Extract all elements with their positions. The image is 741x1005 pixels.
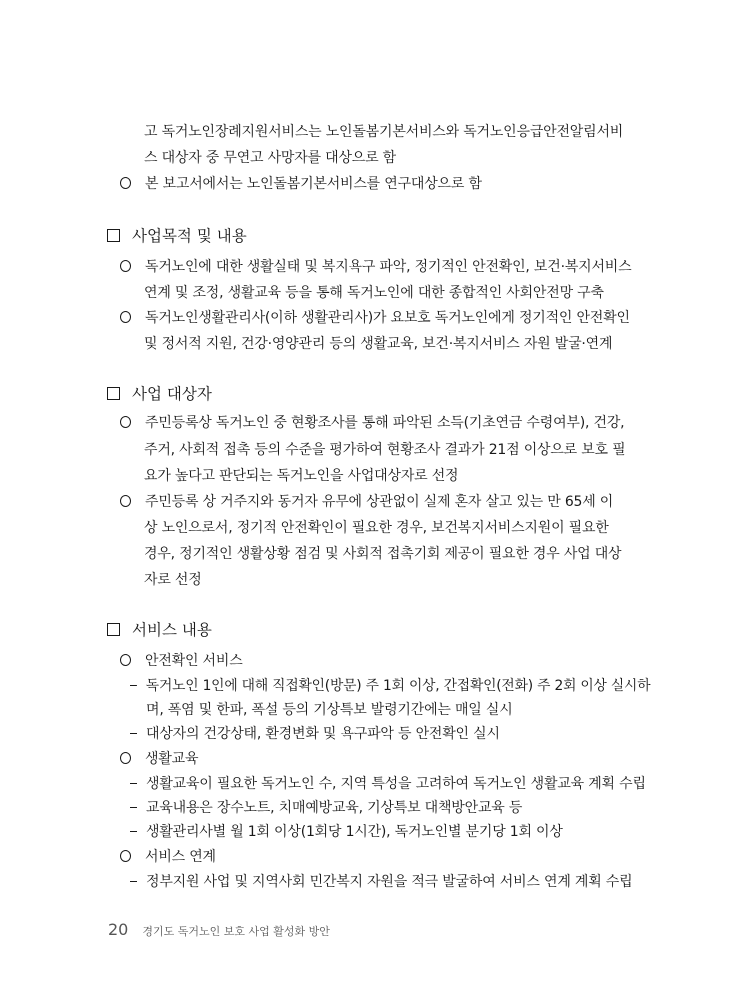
list-item-continuation: 상 노인으로서, 정기적 안전확인이 필요한 경우, 보건복지서비스지원이 필요한 bbox=[144, 520, 609, 536]
subsection-label: 서비스 연계 bbox=[145, 849, 216, 865]
section-heading-purpose bbox=[107, 224, 247, 248]
circle-bullet-icon bbox=[120, 654, 131, 666]
dash-bullet-icon bbox=[130, 881, 137, 882]
section-heading-services bbox=[107, 618, 212, 642]
list-item-continuation: 및 정서적 지원, 건강·영양관리 등의 생활교육, 보건·복지서비스 자원 발굴·연계 bbox=[144, 336, 613, 352]
list-item-text: 독거노인생활관리사(이하 생활관리사)가 요보호 독거노인에게 정기적인 안전확인 bbox=[145, 310, 630, 326]
dash-item bbox=[130, 797, 522, 819]
dash-item-text: 독거노인 1인에 대해 직접확인(방문) 주 1회 이상, 간접확인(전화) 주 2회 이상 실시하 bbox=[145, 678, 651, 694]
list-item bbox=[120, 412, 624, 434]
dash-item-text: 생활교육이 필요한 독거노인 수, 지역 특성을 고려하여 독거노인 생활교육 계획 수립 bbox=[146, 776, 646, 792]
list-item-continuation: 주거, 사회적 접촉 등의 수준을 평가하여 현황조사 결과가 21점 이상으로 보호 필 bbox=[144, 442, 626, 458]
circle-bullet-icon bbox=[120, 177, 131, 189]
dash-bullet-icon bbox=[130, 807, 137, 808]
intro-line-1: 고 독거노인장례지원서비스는 노인돌봄기본서비스와 독거노인응급안전알림서비 bbox=[144, 124, 624, 140]
square-bullet-icon bbox=[107, 387, 120, 400]
list-item bbox=[120, 307, 630, 329]
square-bullet-icon bbox=[107, 623, 120, 636]
dash-item bbox=[130, 773, 646, 795]
dash-item-continuation: 며, 폭염 및 한파, 폭설 등의 기상특보 발령기간에는 매일 실시 bbox=[146, 702, 513, 718]
dash-item bbox=[130, 675, 650, 697]
circle-bullet-icon bbox=[120, 416, 131, 428]
list-item-text: 독거노인에 대한 생활실태 및 복지욕구 파악, 정기적인 안전확인, 보건·복지서비스 bbox=[145, 259, 632, 275]
dash-item-text: 교육내용은 장수노트, 치매예방교육, 기상특보 대책방안교육 등 bbox=[146, 800, 523, 816]
subsection-linkage bbox=[120, 846, 216, 868]
section-title: 사업목적 및 내용 bbox=[132, 227, 247, 245]
dash-bullet-icon bbox=[130, 783, 137, 784]
dash-item-text: 대상자의 건강상태, 환경변화 및 욕구파악 등 안전확인 실시 bbox=[146, 726, 500, 742]
list-item-text: 주민등록 상 거주지와 동거자 유무에 상관없이 실제 혼자 살고 있는 만 65세 이 bbox=[145, 494, 614, 510]
list-item bbox=[120, 491, 613, 513]
intro-bullet bbox=[120, 173, 482, 195]
circle-bullet-icon bbox=[120, 752, 131, 764]
dash-item bbox=[130, 821, 563, 843]
section-title: 사업 대상자 bbox=[132, 385, 212, 403]
circle-bullet-icon bbox=[120, 850, 131, 862]
circle-bullet-icon bbox=[120, 260, 131, 272]
section-heading-target bbox=[107, 382, 212, 406]
list-item-continuation: 경우, 정기적인 생활상황 점검 및 사회적 접촉기회 제공이 필요한 경우 사업 대상 bbox=[144, 546, 622, 562]
subsection-label: 생활교육 bbox=[145, 751, 199, 767]
subsection-education bbox=[120, 748, 198, 770]
intro-bullet-text: 본 보고서에서는 노인돌봄기본서비스를 연구대상으로 함 bbox=[145, 176, 482, 192]
circle-bullet-icon bbox=[120, 311, 131, 323]
page-footer bbox=[108, 920, 330, 939]
circle-bullet-icon bbox=[120, 495, 131, 507]
dash-bullet-icon bbox=[130, 685, 137, 686]
page-number: 20 bbox=[108, 920, 129, 939]
intro-line-2: 스 대상자 중 무연고 사망자를 대상으로 함 bbox=[144, 150, 397, 166]
square-bullet-icon bbox=[107, 229, 120, 242]
dash-item bbox=[130, 723, 500, 745]
subsection-label: 안전확인 서비스 bbox=[145, 653, 243, 669]
footer-title: 경기도 독거노인 보호 사업 활성화 방안 bbox=[142, 925, 330, 938]
dash-item-text: 생활관리사별 월 1회 이상(1회당 1시간), 독거노인별 분기당 1회 이상 bbox=[146, 824, 563, 840]
list-item bbox=[120, 256, 631, 278]
dash-item bbox=[130, 871, 632, 893]
list-item-continuation: 자로 선정 bbox=[144, 572, 202, 588]
subsection-safety bbox=[120, 650, 243, 672]
list-item-text: 주민등록상 독거노인 중 현황조사를 통해 파악된 소득(기초연금 수령여부), 건강, bbox=[145, 415, 625, 431]
list-item-continuation: 연계 및 조정, 생활교육 등을 통해 독거노인에 대한 종합적인 사회안전망 구축 bbox=[144, 285, 604, 301]
dash-bullet-icon bbox=[130, 733, 137, 734]
section-title: 서비스 내용 bbox=[132, 621, 212, 639]
list-item-continuation: 요가 높다고 판단되는 독거노인을 사업대상자로 선정 bbox=[144, 468, 459, 484]
dash-bullet-icon bbox=[130, 831, 137, 832]
dash-item-text: 정부지원 사업 및 지역사회 민간복지 자원을 적극 발굴하여 서비스 연계 계획 수립 bbox=[146, 874, 633, 890]
